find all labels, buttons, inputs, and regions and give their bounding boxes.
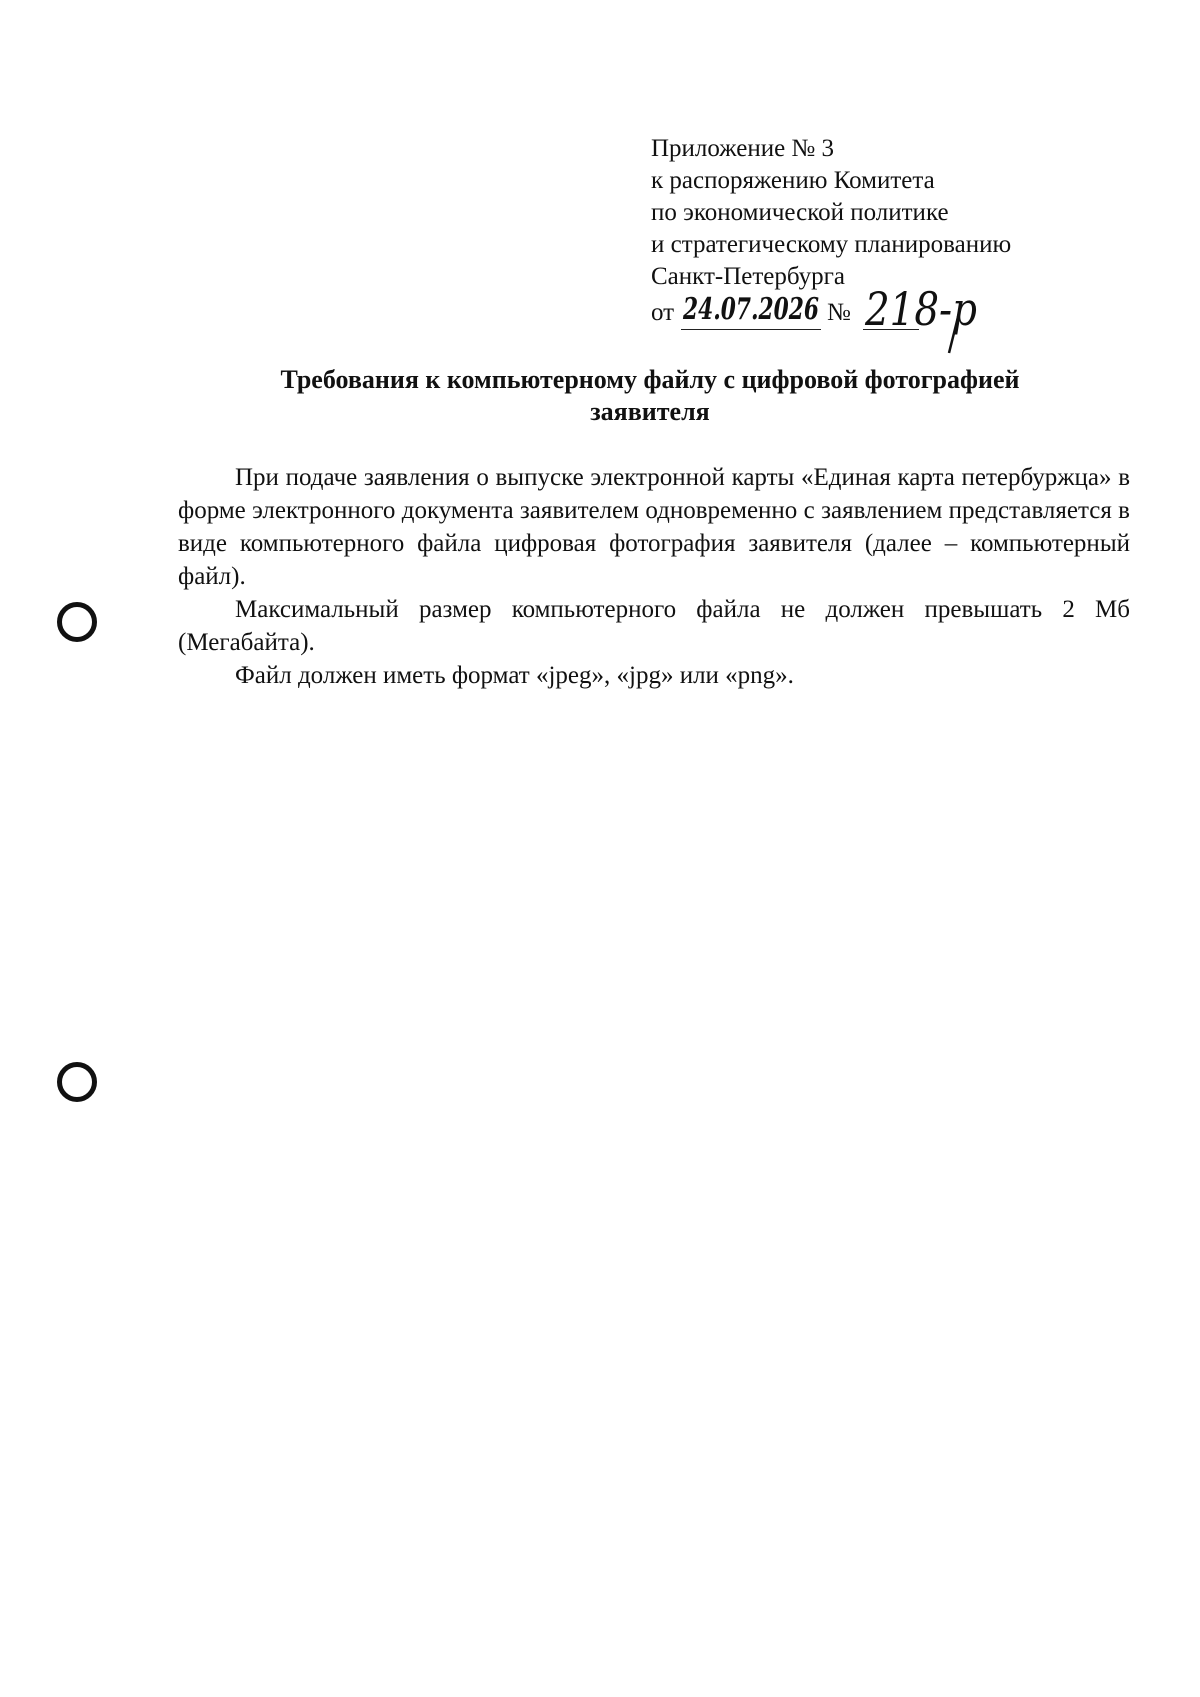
appendix-header <box>651 133 1131 336</box>
svg-text:24.07.2026: 24.07.2026 <box>682 292 820 327</box>
punch-hole-upper <box>57 602 97 642</box>
number-sign: № <box>827 299 851 326</box>
number-underline <box>863 329 919 330</box>
appendix-committee-line: по экономической политике <box>651 199 949 226</box>
appendix-city: Санкт-Петербурга <box>651 263 846 290</box>
paragraph-submission: При подаче заявления о выпуске электронной карты «Единая карта петербуржца» в форме электронного документа заявителем одновременно с заявлением представляется в виде компьютерного файла цифровая фотография заявителя (далее – компьютерный файл). <box>178 464 1130 590</box>
appendix-committee-line-2: и стратегическому планированию <box>651 231 1012 258</box>
order-date-number-line <box>651 282 1131 336</box>
paragraph-max-size: Максимальный размер компьютерного файла не должен превышать 2 Мб (Мегабайта). <box>178 596 1130 656</box>
document-body <box>178 461 1130 692</box>
document-title <box>170 364 1130 428</box>
title-line-2: заявителя <box>590 397 710 426</box>
handwritten-date <box>681 283 821 330</box>
appendix-reference-line: к распоряжению Комитета <box>651 167 935 194</box>
date-prefix: от <box>651 299 675 326</box>
appendix-number: Приложение № 3 <box>651 135 835 162</box>
punch-hole-lower <box>57 1062 97 1102</box>
title-line-1: Требования к компьютерному файлу с цифровой фотографией <box>280 365 1020 394</box>
handwritten-number <box>863 263 983 355</box>
svg-text:218-р: 218-р <box>864 282 977 336</box>
paragraph-format: Файл должен иметь формат «jpeg», «jpg» или «png». <box>235 662 794 689</box>
